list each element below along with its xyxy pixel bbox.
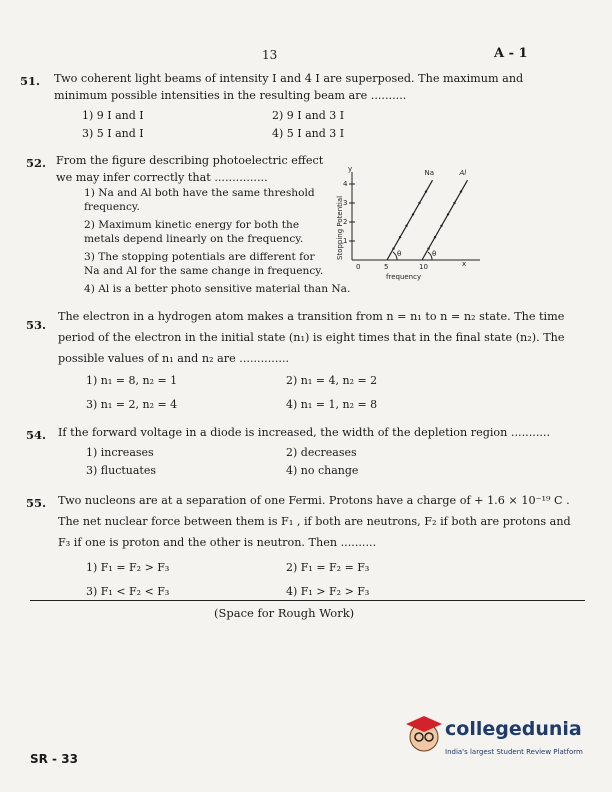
paper-code: A - 1 [494,46,528,61]
option: 3) 5 I and I [82,127,144,140]
page-number: 13 [262,48,278,62]
legend-label: Na [424,169,435,178]
option: 2) F₁ = F₂ = F₃ [286,561,370,574]
series-point [440,225,442,227]
option: 2) 9 I and 3 I [272,109,345,122]
series-lines [387,169,468,260]
option: 1) 9 I and I [82,109,144,122]
y-tick-label: 3 [343,199,348,207]
option: 1) Na and Al both have the same threshold frequency. [84,187,315,213]
rough-work-label: (Space for Rough Work) [214,606,355,620]
question-text: If the forward voltage in a diode is increased, the width of the depletion region ........... [58,426,551,439]
series-point [405,225,407,227]
y-axis-symbol: y [348,165,353,173]
watermark-brand: collegedunia [445,718,582,740]
x-axis-symbol: x [462,260,467,268]
option: 3) n₁ = 2, n₂ = 4 [86,398,178,411]
series-point [460,190,462,192]
x-ticks [384,263,428,271]
booklet-code: SR - 33 [30,752,78,766]
y-tick-label: 1 [343,237,348,245]
series-point [447,213,449,215]
angle-label: θ [397,250,402,258]
option: 1) n₁ = 8, n₂ = 1 [86,374,178,387]
y-axis-label: Stopping Potential [336,195,344,260]
option: 2) n₁ = 4, n₂ = 2 [286,374,378,387]
question-number: 55. [26,496,47,510]
origin-label: 0 [356,263,361,271]
question-number: 51. [20,74,41,88]
rough-work-divider [30,600,585,601]
option: 4) n₁ = 1, n₂ = 8 [286,398,378,411]
question-text: From the figure describing photoelectric effect we may infer correctly that ............... [56,154,324,184]
question-text: The electron in a hydrogen atom makes a transition from n = n₁ to n = n₂ state. The time period of the electron in the initial state (n₁) is eight times that in the final state (n₂). The possible values of n₁ and n₂ are .............. [58,310,565,365]
question-number: 54. [26,428,47,442]
series-point [453,202,455,204]
option: 1) increases [86,446,154,459]
series-point [392,247,394,249]
option: 3) F₁ < F₂ < F₃ [86,585,170,598]
series-point [434,236,436,238]
option: 2) decreases [286,446,357,459]
option: 4) 5 I and 3 I [272,127,345,140]
legend-label: Al [459,169,467,178]
option: 4) no change [286,464,359,477]
y-ticks [343,180,355,245]
option: 2) Maximum kinetic energy for both the metals depend linearly on the frequency. [84,219,304,245]
option: 1) F₁ = F₂ > F₃ [86,561,170,574]
question-text: Two coherent light beams of intensity I and 4 I are superposed. The maximum and minimum possible intensities in the resulting beam are .......... [54,72,524,102]
y-tick-label: 2 [343,218,348,226]
question-text: Two nucleons are at a separation of one Fermi. Protons have a charge of + 1.6 × 10⁻¹⁹ C . The net nuclear force between them is F₁ , if both are neutrons, F₂ if both are protons and F₃ if one is proton and the other is neutron. Then .......... [58,494,571,549]
y-tick-label: 4 [343,180,348,188]
series-point [418,202,420,204]
series-point [425,190,427,192]
watermark-tagline: India's largest Student Review Platform [445,748,583,756]
series-point [427,247,429,249]
option: 4) Al is a better photo sensitive material than Na. [84,283,351,295]
option: 3) fluctuates [86,464,157,477]
option: 4) F₁ > F₂ > F₃ [286,585,370,598]
series-point [399,236,401,238]
question-number: 53. [26,318,47,332]
x-tick-label: 5 [384,263,389,271]
series-point [412,213,414,215]
option: 3) The stopping potentials are different for Na and Al for the same change in frequency. [84,251,324,277]
x-tick-label: 10 [419,263,428,271]
angle-label: θ [432,250,437,258]
photoelectric-chart [330,162,550,287]
x-axis-label: frequency [386,273,422,281]
question-number: 52. [26,156,47,170]
